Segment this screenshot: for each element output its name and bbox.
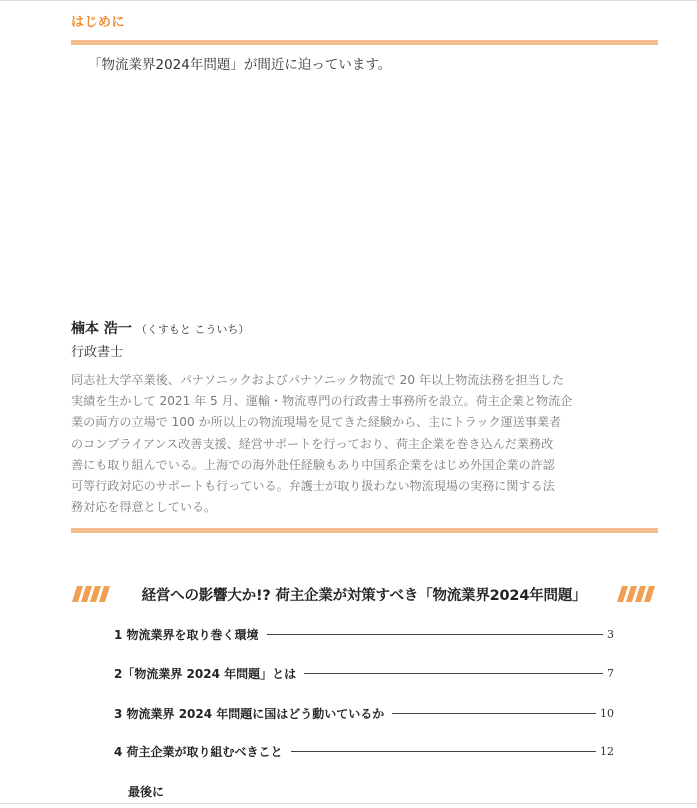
bio-line: 務対応を得意としている。 xyxy=(71,500,217,515)
slash-decoration-right xyxy=(616,584,658,604)
toc-page-number: 7 xyxy=(607,666,614,680)
author-name: 楠本 浩一 xyxy=(71,321,132,337)
toc-item-label: 1 物流業界を取り巻く環境 xyxy=(114,627,259,642)
toc-item[interactable] xyxy=(114,742,614,760)
bottom-border xyxy=(0,803,697,804)
toc-item-label: 2「物流業界 2024 年問題」とは xyxy=(114,666,297,681)
bio-line: 同志社大学卒業後、パナソニックおよびパナソニック物流で 20 年以上物流法務を担当した xyxy=(71,373,565,387)
toc-leader-line xyxy=(291,751,596,752)
section-divider-top xyxy=(71,40,658,45)
toc-leader-line xyxy=(267,634,603,635)
toc-item-label: 4 荷主企業が取り組むべきこと xyxy=(114,744,283,759)
bio-line: 善にも取り組んでいる。上海での海外赴任経験もあり中国系企業をはじめ外国企業の許認 xyxy=(71,457,555,472)
bio-line: 業の両方の立場で 100 か所以上の物流現場を見てきた経験から、主にトラック運送事業者 xyxy=(71,415,562,430)
top-border xyxy=(0,0,697,1)
toc-leader-line xyxy=(304,673,603,674)
toc-closing[interactable]: 最後に xyxy=(128,785,165,799)
author-reading: （くすもと こういち） xyxy=(135,323,250,336)
intro-text: 「物流業界2024年問題」が間近に迫っています。 xyxy=(88,57,392,73)
author-bio xyxy=(71,370,597,518)
toc-item-label: 3 物流業界 2024 年問題に国はどう動いているか xyxy=(114,706,385,721)
toc-item[interactable] xyxy=(114,625,614,643)
toc-page-number: 12 xyxy=(600,744,614,758)
toc-page-number: 10 xyxy=(600,706,614,720)
bio-line: 実績を生かして 2021 年 5 月、運輸・物流専門の行政書士事務所を設立。荷主企業と物流企 xyxy=(71,394,573,409)
slash-decoration-left xyxy=(71,584,113,604)
section-divider-bottom xyxy=(71,528,658,533)
bio-line: のコンプライアンス改善支援、経営サポートを行っており、荷主企業を巻き込んだ業務改 xyxy=(71,436,554,451)
author-role: 行政書士 xyxy=(71,345,124,360)
author-header xyxy=(71,318,249,338)
section-title: はじめに xyxy=(71,15,126,30)
toc-item[interactable] xyxy=(114,664,614,682)
toc-item[interactable] xyxy=(114,704,614,722)
toc-page-number: 3 xyxy=(607,627,614,641)
toc-leader-line xyxy=(392,713,596,714)
book-title: 経営への影響大か!? 荷主企業が対策すべき「物流業界2024年問題」 xyxy=(141,588,587,604)
bio-line: 可等行政対応のサポートも行っている。弁護士が取り扱わない物流現場の実務に関する法 xyxy=(71,479,555,494)
book-title-row xyxy=(71,584,658,604)
